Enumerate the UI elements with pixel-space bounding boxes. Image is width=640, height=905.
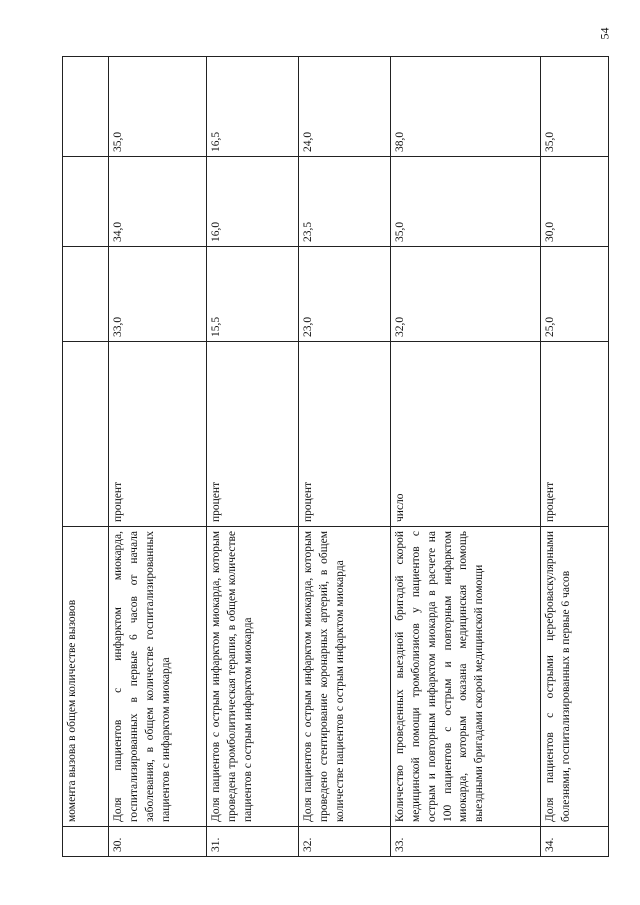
unit-cell [63,342,109,527]
unit-cell: процент [109,342,207,527]
row-number: 33. [391,827,541,857]
page-number: 54 [597,27,612,40]
row-number: 31. [207,827,299,857]
row-number: 34. [541,827,609,857]
table-row [299,57,391,857]
indicators-table [62,56,609,857]
indicator-name: Доля пациентов с острыми цереброваскулярными болезнями, госпитализированных в первые 6 часов [541,527,609,827]
value-cell-1: 15,5 [207,247,299,342]
table-row [63,57,109,857]
table-row [391,57,541,857]
value-cell-1: 33,0 [109,247,207,342]
value-cell-3 [63,57,109,157]
value-cell-1: 32,0 [391,247,541,342]
value-cell-1: 23,0 [299,247,391,342]
value-cell-3: 16,5 [207,57,299,157]
table-row [207,57,299,857]
unit-cell: процент [541,342,609,527]
unit-cell: число [391,342,541,527]
value-cell-3: 35,0 [541,57,609,157]
unit-cell: процент [207,342,299,527]
indicator-name: Количество проведенных выездной бригадой скорой медицинской помощи тромболизисов у пациентов с острым и повторным инфарктом миокарда в расчете на 100 пациентов с острым и повторным инфарктом миокарда, которым оказана медицинская помощь выездными бригадами скорой медицинской помощи [391,527,541,827]
indicator-name: Доля пациентов с острым инфарктом миокарда, которым проведено стентирование коронарных артерий, в общем количестве пациентов с острым инфарктом миокарда [299,527,391,827]
value-cell-3: 35,0 [109,57,207,157]
value-cell-2: 34,0 [109,157,207,247]
value-cell-1 [63,247,109,342]
unit-cell: процент [299,342,391,527]
indicator-name: Доля пациентов с инфарктом миокарда, госпитализированных в первые 6 часов от начала заболевания, в общем количестве госпитализированных пациентов с инфарктом миокарда [109,527,207,827]
row-number: 30. [109,827,207,857]
indicator-name: момента вызова в общем количестве вызовов [63,527,109,827]
value-cell-2 [63,157,109,247]
value-cell-3: 24,0 [299,57,391,157]
value-cell-3: 38,0 [391,57,541,157]
value-cell-1: 25,0 [541,247,609,342]
indicator-name: Доля пациентов с острым инфарктом миокарда, которым проведена тромболитическая терапия, в общем количестве пациентов с острым инфарктом миокарда [207,527,299,827]
table-row [109,57,207,857]
value-cell-2: 30,0 [541,157,609,247]
rotated-page [62,57,614,857]
value-cell-2: 23,5 [299,157,391,247]
value-cell-2: 16,0 [207,157,299,247]
table-row [541,57,609,857]
value-cell-2: 35,0 [391,157,541,247]
row-number: 32. [299,827,391,857]
row-number [63,827,109,857]
